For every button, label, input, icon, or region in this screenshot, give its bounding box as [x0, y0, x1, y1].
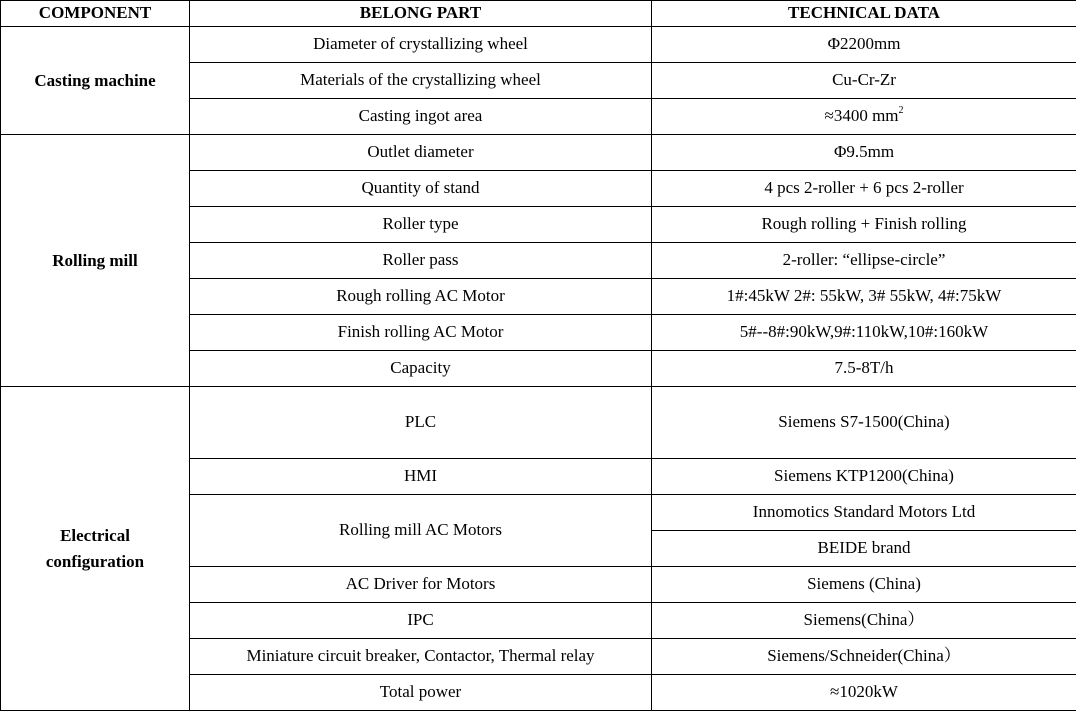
technical-data-cell: ≈1020kW [652, 675, 1076, 711]
technical-data-cell: Cu-Cr-Zr [652, 63, 1076, 99]
technical-data-cell: Siemens S7-1500(China) [652, 387, 1076, 459]
technical-data-cell: 4 pcs 2-roller + 6 pcs 2-roller [652, 171, 1076, 207]
belong-part-cell: Capacity [190, 351, 652, 387]
technical-data-cell: Φ2200mm [652, 27, 1076, 63]
belong-part-cell: Quantity of stand [190, 171, 652, 207]
table-row [1, 135, 1076, 171]
table-row [1, 27, 1076, 63]
header-row [1, 1, 1076, 27]
technical-data-cell: 5#--8#:90kW,9#:110kW,10#:160kW [652, 315, 1076, 351]
component-line-2: configuration [45, 551, 145, 571]
belong-part-header: BELONG PART [190, 1, 652, 27]
technical-data-cell: Siemens KTP1200(China) [652, 459, 1076, 495]
belong-part-cell: Materials of the crystallizing wheel [190, 63, 652, 99]
technical-data-cell: BEIDE brand [652, 531, 1076, 567]
technical-data-cell: 7.5-8T/h [652, 351, 1076, 387]
technical-data-cell: Innomotics Standard Motors Ltd [652, 495, 1076, 531]
component-rolling-mill: Rolling mill [1, 135, 190, 387]
belong-part-cell: Casting ingot area [190, 99, 652, 135]
technical-data-cell [652, 99, 1076, 135]
belong-part-cell: Rolling mill AC Motors [190, 495, 652, 567]
technical-data-cell: Rough rolling + Finish rolling [652, 207, 1076, 243]
belong-part-cell: Diameter of crystallizing wheel [190, 27, 652, 63]
belong-part-cell: IPC [190, 603, 652, 639]
belong-part-cell: HMI [190, 459, 652, 495]
technical-data-cell: 2-roller: “ellipse-circle” [652, 243, 1076, 279]
technical-data-cell: Siemens (China) [652, 567, 1076, 603]
technical-data-cell: Siemens/Schneider(China） [652, 639, 1076, 675]
superscript-2: 2 [898, 105, 904, 117]
component-electrical-configuration [1, 387, 190, 711]
technical-data-header: TECHNICAL DATA [652, 1, 1076, 27]
belong-part-cell: Miniature circuit breaker, Contactor, Thermal relay [190, 639, 652, 675]
table-row [1, 387, 1076, 459]
casting-area-value: ≈3400 mm [824, 106, 899, 126]
belong-part-cell: Total power [190, 675, 652, 711]
technical-data-cell: 1#:45kW 2#: 55kW, 3# 55kW, 4#:75kW [652, 279, 1076, 315]
component-line-1: Electrical [60, 525, 130, 545]
belong-part-cell: AC Driver for Motors [190, 567, 652, 603]
technical-data-cell: Φ9.5mm [652, 135, 1076, 171]
belong-part-cell: Rough rolling AC Motor [190, 279, 652, 315]
belong-part-cell: Outlet diameter [190, 135, 652, 171]
belong-part-cell: PLC [190, 387, 652, 459]
belong-part-cell: Roller type [190, 207, 652, 243]
technical-data-cell: Siemens(China） [652, 603, 1076, 639]
belong-part-cell: Roller pass [190, 243, 652, 279]
component-casting-machine: Casting machine [1, 27, 190, 135]
belong-part-cell: Finish rolling AC Motor [190, 315, 652, 351]
component-header: COMPONENT [1, 1, 190, 27]
